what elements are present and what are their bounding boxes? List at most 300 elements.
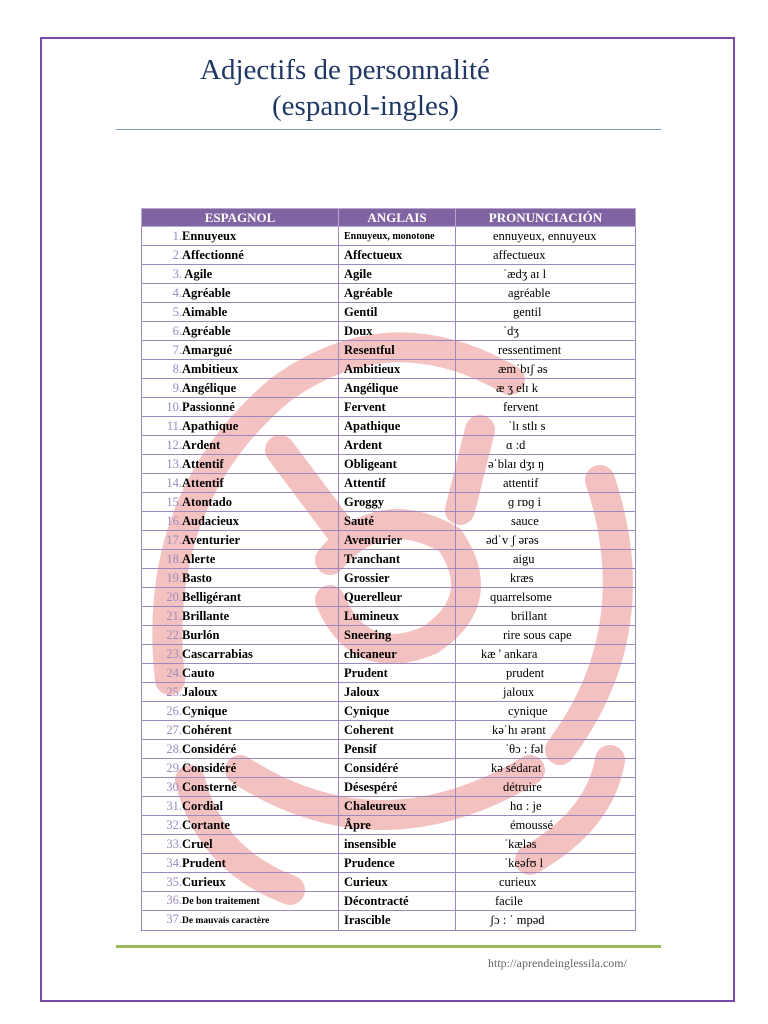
english-word: Affectueux xyxy=(344,247,403,262)
table-row xyxy=(142,854,636,873)
spanish-word: Passionné xyxy=(182,399,235,414)
spanish-word: Agréable xyxy=(182,285,231,300)
row-number: 5. xyxy=(172,304,182,319)
table-row xyxy=(142,379,636,398)
cell-english xyxy=(339,227,456,246)
spanish-word: Ambitieux xyxy=(182,361,239,376)
spanish-word: Affectionné xyxy=(182,247,244,262)
cell-pronunciation xyxy=(456,588,636,607)
cell-english xyxy=(339,816,456,835)
spanish-word: Atontado xyxy=(182,494,233,509)
english-word: Irascible xyxy=(344,913,391,927)
pronunciation: affectueux xyxy=(493,247,546,262)
table-row xyxy=(142,911,636,931)
title-line-2: (espanol-ingles) xyxy=(272,90,459,122)
spanish-word: Alerte xyxy=(182,551,216,566)
spanish-word: Attentif xyxy=(182,456,224,471)
spanish-word: Consterné xyxy=(182,779,237,794)
cell-pronunciation xyxy=(456,797,636,816)
spanish-word: Amargué xyxy=(182,342,232,357)
english-word: Agréable xyxy=(344,285,393,300)
cell-english xyxy=(339,512,456,531)
spanish-word: Apathique xyxy=(182,418,239,433)
spanish-word: Cordial xyxy=(182,798,223,813)
cell-pronunciation xyxy=(456,683,636,702)
pronunciation: kæ ' ankara xyxy=(481,646,538,661)
english-word: Resentful xyxy=(344,342,395,357)
row-number: 26. xyxy=(166,703,182,718)
table-row xyxy=(142,493,636,512)
cell-spanish xyxy=(142,227,339,246)
table-row xyxy=(142,455,636,474)
pronunciation: ˈkeəfʊ l xyxy=(504,855,544,870)
cell-pronunciation xyxy=(456,664,636,683)
cell-spanish xyxy=(142,246,339,265)
cell-english xyxy=(339,341,456,360)
cell-spanish xyxy=(142,873,339,892)
pronunciation: aigu xyxy=(513,551,535,566)
cell-spanish xyxy=(142,607,339,626)
spanish-word: Cruel xyxy=(182,836,213,851)
cell-english xyxy=(339,607,456,626)
title-divider xyxy=(116,129,661,130)
english-word: Sneering xyxy=(344,627,392,642)
cell-pronunciation xyxy=(456,341,636,360)
english-word: Tranchant xyxy=(344,551,401,566)
pronunciation: ˈædʒ aɪ l xyxy=(503,266,547,281)
pronunciation: prudent xyxy=(506,665,545,680)
cell-pronunciation xyxy=(456,778,636,797)
table-row xyxy=(142,607,636,626)
table-row xyxy=(142,778,636,797)
table-row xyxy=(142,873,636,892)
row-number: 2. xyxy=(172,247,182,262)
row-number: 24. xyxy=(166,665,182,680)
row-number: 21. xyxy=(166,608,182,623)
row-number: 27. xyxy=(166,722,182,737)
table-row xyxy=(142,322,636,341)
cell-pronunciation xyxy=(456,246,636,265)
row-number: 10. xyxy=(166,399,182,414)
cell-english xyxy=(339,911,456,931)
pronunciation: əˈblaɪ dʒɪ ŋ xyxy=(488,456,545,471)
cell-spanish xyxy=(142,645,339,664)
header-pronunciacion: PRONUNCIACIÓN xyxy=(456,209,636,227)
row-number: 34. xyxy=(166,855,182,870)
english-word: Décontracté xyxy=(344,893,409,908)
pronunciation: brillant xyxy=(511,608,548,623)
spanish-word: Curieux xyxy=(182,874,226,889)
cell-spanish xyxy=(142,360,339,379)
pronunciation: ennuyeux, ennuyeux xyxy=(493,228,597,243)
pronunciation: détruire xyxy=(503,779,542,794)
cell-spanish xyxy=(142,379,339,398)
english-word: Grossier xyxy=(344,570,390,585)
row-number: 9. xyxy=(172,380,182,395)
table-row xyxy=(142,303,636,322)
pronunciation: attentif xyxy=(503,475,539,490)
table-row xyxy=(142,474,636,493)
cell-spanish xyxy=(142,664,339,683)
english-word: Apathique xyxy=(344,418,401,433)
pronunciation: ədˈv ʃ ərəs xyxy=(486,532,539,547)
cell-spanish xyxy=(142,569,339,588)
cell-spanish xyxy=(142,835,339,854)
cell-pronunciation xyxy=(456,702,636,721)
cell-english xyxy=(339,873,456,892)
english-word: Querelleur xyxy=(344,589,403,604)
cell-english xyxy=(339,474,456,493)
english-word: Sauté xyxy=(344,513,374,528)
pronunciation: ˈlɪ stlɪ s xyxy=(508,418,546,433)
cell-pronunciation xyxy=(456,892,636,911)
english-word: Pensif xyxy=(344,741,377,756)
english-word: Considéré xyxy=(344,760,399,775)
cell-english xyxy=(339,569,456,588)
table-row xyxy=(142,740,636,759)
cell-spanish xyxy=(142,854,339,873)
cell-english xyxy=(339,683,456,702)
vocabulary-table xyxy=(141,208,636,931)
cell-pronunciation xyxy=(456,512,636,531)
pronunciation: agréable xyxy=(508,285,551,300)
row-number: 31. xyxy=(166,798,182,813)
pronunciation: kræs xyxy=(510,570,534,585)
pronunciation: hɑ : je xyxy=(510,798,542,813)
table-header-row xyxy=(142,209,636,227)
header-espagnol: ESPAGNOL xyxy=(142,209,339,227)
pronunciation: ˈkæləs xyxy=(504,836,537,851)
table-row xyxy=(142,645,636,664)
cell-pronunciation xyxy=(456,398,636,417)
cell-pronunciation xyxy=(456,645,636,664)
spanish-word: Cynique xyxy=(182,703,228,718)
cell-english xyxy=(339,531,456,550)
row-number: 23. xyxy=(166,646,182,661)
row-number: 14. xyxy=(166,475,182,490)
cell-spanish xyxy=(142,455,339,474)
cell-spanish xyxy=(142,797,339,816)
pronunciation: ressentiment xyxy=(498,342,562,357)
row-number: 29. xyxy=(166,760,182,775)
table-row xyxy=(142,550,636,569)
row-number: 18. xyxy=(166,551,182,566)
cell-spanish xyxy=(142,436,339,455)
cell-pronunciation xyxy=(456,531,636,550)
row-number: 30. xyxy=(166,779,182,794)
english-word: chicaneur xyxy=(344,646,397,661)
spanish-word: Cortante xyxy=(182,817,230,832)
cell-english xyxy=(339,740,456,759)
cell-spanish xyxy=(142,493,339,512)
spanish-word: Cohérent xyxy=(182,722,232,737)
spanish-word: Basto xyxy=(182,570,212,585)
cell-pronunciation xyxy=(456,873,636,892)
table-row xyxy=(142,246,636,265)
spanish-word: Belligérant xyxy=(182,589,242,604)
spanish-word: De bon traitement xyxy=(182,896,260,907)
spanish-word: Ardent xyxy=(182,437,221,452)
spanish-word: Aimable xyxy=(182,304,228,319)
pronunciation: kə sédarat xyxy=(491,760,542,775)
cell-pronunciation xyxy=(456,759,636,778)
cell-pronunciation xyxy=(456,493,636,512)
cell-pronunciation xyxy=(456,740,636,759)
row-number: 28. xyxy=(166,741,182,756)
pronunciation: æ ʒ elɪ k xyxy=(496,380,539,395)
cell-english xyxy=(339,246,456,265)
cell-spanish xyxy=(142,759,339,778)
cell-english xyxy=(339,797,456,816)
cell-pronunciation xyxy=(456,607,636,626)
english-word: Ardent xyxy=(344,437,383,452)
english-word: Cynique xyxy=(344,703,390,718)
spanish-word: Jaloux xyxy=(182,684,218,699)
spanish-word: Burlón xyxy=(182,627,220,642)
spanish-word: Prudent xyxy=(182,855,226,870)
pronunciation: rire sous cape xyxy=(503,627,572,642)
cell-pronunciation xyxy=(456,474,636,493)
row-number: 25. xyxy=(166,684,182,699)
english-word: Chaleureux xyxy=(344,798,407,813)
row-number: 16. xyxy=(166,513,182,528)
row-number: 37. xyxy=(166,912,182,926)
table-row xyxy=(142,512,636,531)
table-row xyxy=(142,360,636,379)
footer-divider xyxy=(116,945,661,948)
row-number: 32. xyxy=(166,817,182,832)
pronunciation: quarrelsome xyxy=(490,589,552,604)
cell-pronunciation xyxy=(456,360,636,379)
cell-spanish xyxy=(142,265,339,284)
cell-english xyxy=(339,759,456,778)
cell-pronunciation xyxy=(456,854,636,873)
cell-spanish xyxy=(142,550,339,569)
table-row xyxy=(142,797,636,816)
cell-pronunciation xyxy=(456,417,636,436)
table-row xyxy=(142,816,636,835)
spanish-word: Cascarrabias xyxy=(182,646,253,661)
cell-english xyxy=(339,265,456,284)
english-word: Coherent xyxy=(344,722,394,737)
cell-pronunciation xyxy=(456,265,636,284)
cell-spanish xyxy=(142,531,339,550)
table-row xyxy=(142,683,636,702)
pronunciation: ˈdʒ xyxy=(503,323,519,338)
cell-pronunciation xyxy=(456,626,636,645)
cell-english xyxy=(339,626,456,645)
row-number: 4. xyxy=(172,285,182,300)
cell-english xyxy=(339,835,456,854)
spanish-word: Aventurier xyxy=(182,532,241,547)
pronunciation: æmˈbɪʃ əs xyxy=(498,361,548,376)
english-word: Aventurier xyxy=(344,532,403,547)
cell-spanish xyxy=(142,702,339,721)
cell-english xyxy=(339,664,456,683)
table-row xyxy=(142,436,636,455)
english-word: Désespéré xyxy=(344,779,398,794)
english-word: insensible xyxy=(344,836,397,851)
row-number: 13. xyxy=(166,456,182,471)
title-line-1: Adjectifs de personnalité xyxy=(200,54,490,86)
row-number: 12. xyxy=(166,437,182,452)
spanish-word: Attentif xyxy=(182,475,224,490)
english-word: Lumineux xyxy=(344,608,399,623)
pronunciation: émoussé xyxy=(510,817,554,832)
spanish-word: Ennuyeux xyxy=(182,228,237,243)
cell-pronunciation xyxy=(456,436,636,455)
cell-spanish xyxy=(142,322,339,341)
english-word: Âpre xyxy=(344,817,371,832)
english-word: Agile xyxy=(344,266,372,281)
english-word: Obligeant xyxy=(344,456,397,471)
cell-english xyxy=(339,417,456,436)
cell-spanish xyxy=(142,626,339,645)
row-number: 19. xyxy=(166,570,182,585)
pronunciation: ʃɔ : ˈ mpəd xyxy=(490,913,545,927)
cell-english xyxy=(339,702,456,721)
cell-spanish xyxy=(142,721,339,740)
row-number: 8. xyxy=(172,361,182,376)
row-number: 33. xyxy=(166,836,182,851)
cell-english xyxy=(339,436,456,455)
english-word: Ennuyeux, monotone xyxy=(344,231,435,242)
cell-spanish xyxy=(142,341,339,360)
pronunciation: sauce xyxy=(511,513,539,528)
pronunciation: jaloux xyxy=(503,684,535,699)
cell-spanish xyxy=(142,911,339,931)
cell-pronunciation xyxy=(456,455,636,474)
table-row xyxy=(142,892,636,911)
cell-spanish xyxy=(142,284,339,303)
english-word: Attentif xyxy=(344,475,386,490)
table-row xyxy=(142,664,636,683)
table-row xyxy=(142,702,636,721)
cell-pronunciation xyxy=(456,303,636,322)
cell-spanish xyxy=(142,816,339,835)
spanish-word: Brillante xyxy=(182,608,230,623)
table-row xyxy=(142,227,636,246)
cell-pronunciation xyxy=(456,816,636,835)
cell-pronunciation xyxy=(456,227,636,246)
cell-english xyxy=(339,493,456,512)
cell-english xyxy=(339,721,456,740)
cell-spanish xyxy=(142,303,339,322)
table-row xyxy=(142,759,636,778)
cell-english xyxy=(339,854,456,873)
english-word: Angélique xyxy=(344,380,399,395)
table-row xyxy=(142,626,636,645)
cell-english xyxy=(339,455,456,474)
table-row xyxy=(142,265,636,284)
english-word: Prudence xyxy=(344,855,395,870)
cell-spanish xyxy=(142,588,339,607)
cell-pronunciation xyxy=(456,379,636,398)
row-number: 36. xyxy=(166,893,182,907)
row-number: 15. xyxy=(166,494,182,509)
cell-pronunciation xyxy=(456,550,636,569)
cell-english xyxy=(339,550,456,569)
pronunciation: ɡ rɒɡ i xyxy=(508,494,541,509)
row-number: 22. xyxy=(166,627,182,642)
table-row xyxy=(142,284,636,303)
cell-english xyxy=(339,284,456,303)
table-row xyxy=(142,531,636,550)
english-word: Prudent xyxy=(344,665,388,680)
spanish-word: De mauvais caractère xyxy=(182,916,270,926)
cell-spanish xyxy=(142,417,339,436)
cell-english xyxy=(339,398,456,417)
table-row xyxy=(142,398,636,417)
pronunciation: cynique xyxy=(508,703,548,718)
english-word: Doux xyxy=(344,323,373,338)
english-word: Ambitieux xyxy=(344,361,401,376)
cell-english xyxy=(339,360,456,379)
header-anglais: ANGLAIS xyxy=(339,209,456,227)
english-word: Gentil xyxy=(344,304,378,319)
spanish-word: Agréable xyxy=(182,323,231,338)
cell-spanish xyxy=(142,740,339,759)
spanish-word: Considéré xyxy=(182,741,237,756)
pronunciation: gentil xyxy=(513,304,542,319)
table-row xyxy=(142,341,636,360)
row-number: 17. xyxy=(166,532,182,547)
english-word: Fervent xyxy=(344,399,386,414)
row-number: 6. xyxy=(172,323,182,338)
cell-spanish xyxy=(142,683,339,702)
cell-english xyxy=(339,588,456,607)
table-row xyxy=(142,835,636,854)
pronunciation: curieux xyxy=(499,874,537,889)
cell-pronunciation xyxy=(456,284,636,303)
row-number: 3. xyxy=(172,266,182,281)
english-word: Curieux xyxy=(344,874,388,889)
row-number: 7. xyxy=(172,342,182,357)
spanish-word: Agile xyxy=(182,266,213,281)
table-row xyxy=(142,588,636,607)
row-number: 35. xyxy=(166,874,182,889)
spanish-word: Cauto xyxy=(182,665,215,680)
cell-english xyxy=(339,778,456,797)
page-title xyxy=(200,52,620,124)
cell-spanish xyxy=(142,892,339,911)
cell-pronunciation xyxy=(456,721,636,740)
cell-spanish xyxy=(142,398,339,417)
pronunciation: kəˈhɪ ərənt xyxy=(492,722,546,737)
cell-pronunciation xyxy=(456,835,636,854)
cell-spanish xyxy=(142,512,339,531)
cell-english xyxy=(339,303,456,322)
spanish-word: Angélique xyxy=(182,380,237,395)
cell-spanish xyxy=(142,474,339,493)
cell-spanish xyxy=(142,778,339,797)
cell-pronunciation xyxy=(456,569,636,588)
cell-pronunciation xyxy=(456,322,636,341)
row-number: 11. xyxy=(166,418,182,433)
cell-english xyxy=(339,379,456,398)
cell-english xyxy=(339,645,456,664)
row-number: 20. xyxy=(166,589,182,604)
spanish-word: Considéré xyxy=(182,760,237,775)
table-row xyxy=(142,417,636,436)
pronunciation: ɑ :d xyxy=(506,437,526,452)
pronunciation: ˈθɔ : fəl xyxy=(505,741,544,756)
pronunciation: facile xyxy=(495,893,523,908)
cell-english xyxy=(339,892,456,911)
table-row xyxy=(142,569,636,588)
cell-pronunciation xyxy=(456,911,636,931)
pronunciation: fervent xyxy=(503,399,539,414)
